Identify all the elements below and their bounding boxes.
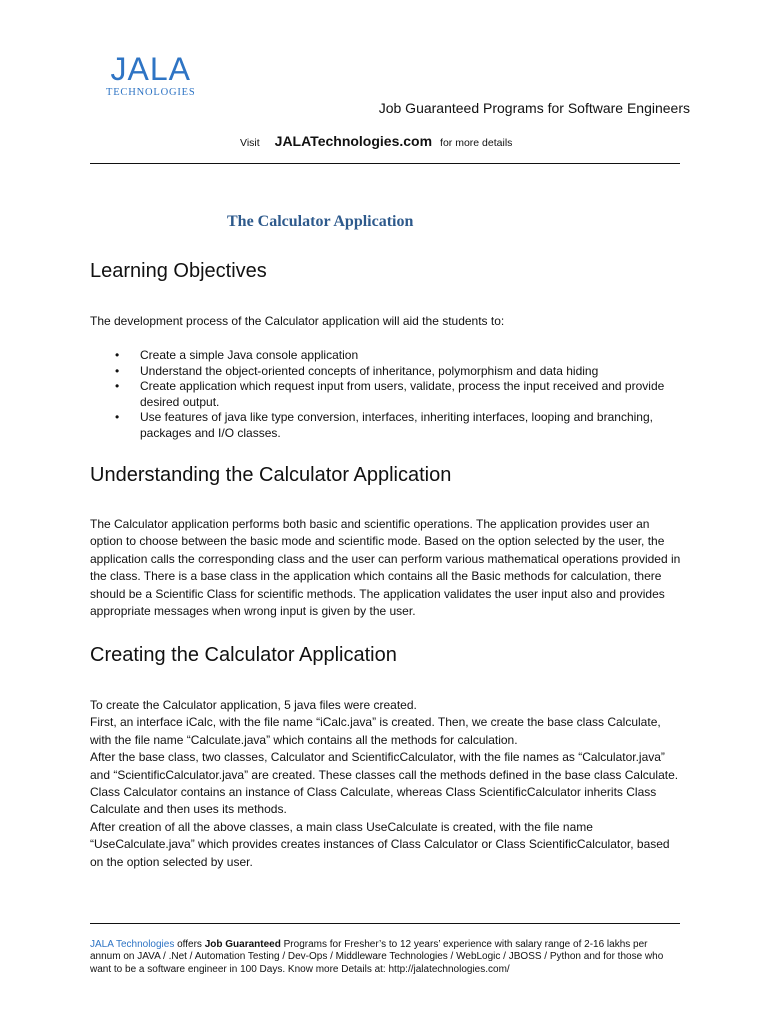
section-heading-creating: Creating the Calculator Application	[90, 644, 397, 666]
footer-text: JALA Technologies offers Job Guaranteed Programs for Fresher’s to 12 years’ experience with salary range of 2-16 lakhs per annum on JAVA / .Net / Automation Testing / Dev-Ops / Middleware Technologies / WebLogic / JBOSS / Python and for those who want to be a software engineer in 100 Days. Know more Details at: http://jalatechnologies.com/	[90, 939, 664, 975]
footer-brand: JALA Technologies	[90, 939, 175, 950]
header-tagline: Job Guaranteed Programs for Software Engineers	[378, 100, 690, 116]
objectives-intro: The development process of the Calculator application will aid the students to:	[90, 314, 505, 328]
visit-line	[240, 133, 512, 149]
header-divider	[90, 163, 680, 164]
company-logo	[106, 52, 196, 99]
visit-suffix: for more details	[440, 137, 513, 149]
bullet-icon: •	[115, 379, 120, 393]
footer-guarantee: Job Guaranteed	[204, 939, 281, 950]
section-heading-understanding: Understanding the Calculator Application	[90, 464, 452, 486]
bullet-icon: •	[115, 348, 120, 362]
document-title: The Calculator Application	[227, 213, 414, 230]
creating-line: Class Calculator contains an instance of Class Calculate, whereas Class ScientificCalculator inherits Class Calculate and then uses its methods.	[90, 785, 657, 817]
creating-line: After the base class, two classes, Calculator and ScientificCalculator, with the file names as “Calculator.java” and “ScientificCalculator.java” are created. These classes call the methods defined in the base class Calculate.	[90, 750, 679, 782]
website-link[interactable]: JALATechnologies.com	[274, 133, 433, 149]
list-item: • Create application which request input from users, validate, process the input received and provide desired output.	[115, 379, 665, 409]
section-heading-learning-objectives: Learning Objectives	[90, 260, 267, 282]
creating-line: To create the Calculator application, 5 java files were created.	[90, 698, 417, 712]
visit-prefix: Visit	[240, 137, 260, 149]
creating-line: After creation of all the above classes, a main class UseCalculate is created, with the file name “UseCalculate.java” which provides creates instances of Class Calculator or Class ScientificCalculator, based on the option selected by user.	[90, 819, 670, 869]
creating-line: First, an interface iCalc, with the file name “iCalc.java” is created. Then, we create the base class Calculate, with the file name “Calculate.java” which contains all the methods for calculation.	[90, 715, 661, 747]
list-item: • Create a simple Java console application	[115, 348, 359, 362]
logo-wordmark: JALA	[110, 51, 191, 87]
list-item: • Understand the object-oriented concepts of inheritance, polymorphism and data hiding	[115, 363, 599, 378]
bullet-icon: •	[115, 410, 120, 424]
logo-subtitle: TECHNOLOGIES	[106, 87, 196, 98]
footer-divider	[90, 923, 680, 924]
creating-body	[90, 697, 684, 871]
objectives-list	[112, 348, 682, 441]
understanding-body: The Calculator application performs both basic and scientific operations. The application provides user an option to choose between the basic mode and scientific mode. Based on the option selected by the user, the application calls the corresponding class and the user can perform various mathematical operations provided in the class. There is a base class in the application which contains all the Basic methods for calculation, there should be a Scientific Class for scientific methods. The application validates the user input also and provides appropriate messages when wrong input is given by the user.	[90, 517, 681, 619]
list-item: • Use features of java like type conversion, interfaces, inheriting interfaces, looping and branching, packages and I/O classes.	[115, 410, 653, 440]
bullet-icon: •	[115, 363, 120, 378]
